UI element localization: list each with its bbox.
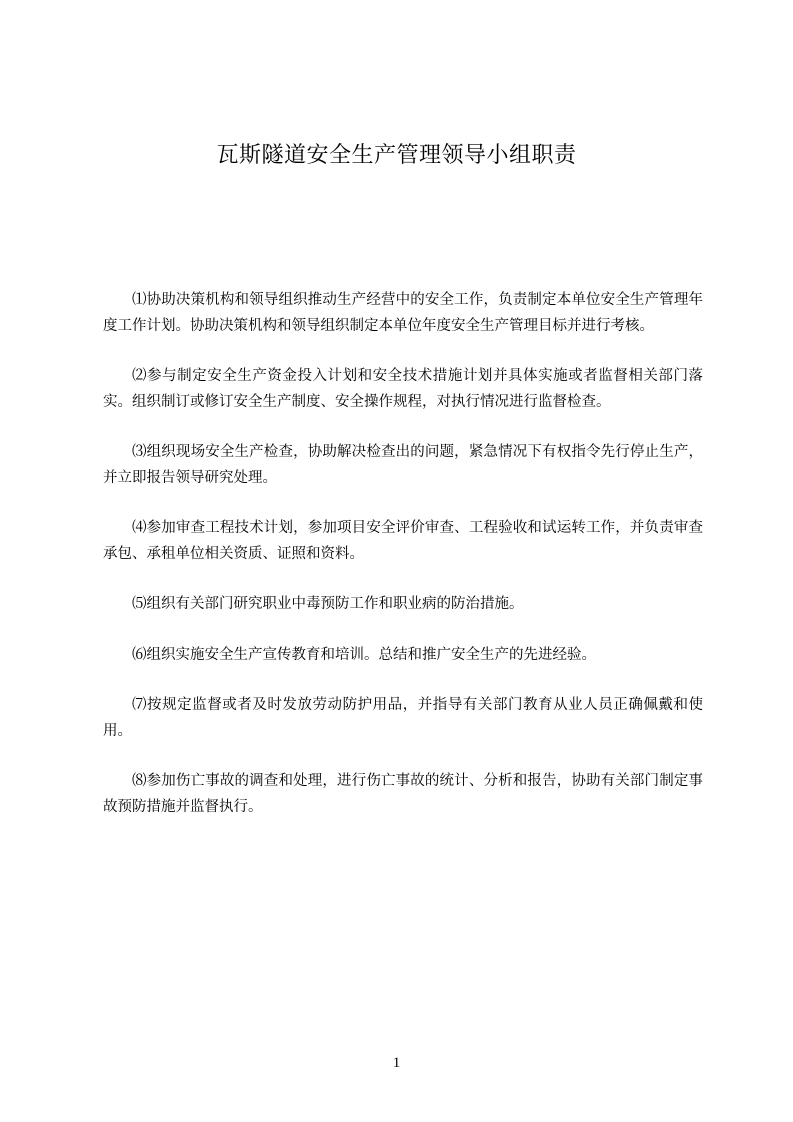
- duty-item-7: ⑺按规定监督或者及时发放劳动防护用品，并指导有关部门教育从业人员正确佩戴和使用。: [103, 697, 703, 739]
- duty-item-6: ⑹组织实施安全生产宣传教育和培训。总结和推广安全生产的先进经验。: [132, 646, 596, 663]
- duties-list: [103, 288, 703, 845]
- duty-item-1: ⑴协助决策机构和领导组织推动生产经营中的安全工作，负责制定本单位安全生产管理年度工作计划。协助决策机构和领导组织制定本单位年度安全生产管理目标并进行考核。: [103, 292, 703, 334]
- page-number: 1: [392, 1055, 401, 1071]
- duty-item-2: ⑵参与制定安全生产资金投入计划和安全技术措施计划并具体实施或者监督相关部门落实。组织制订或修订安全生产制度、安全操作规程，对执行情况进行监督检查。: [103, 368, 703, 410]
- duty-item-5: ⑸组织有关部门研究职业中毒预防工作和职业病的防治措施。: [132, 596, 524, 612]
- duty-item-4: ⑷参加审查工程技术计划，参加项目安全评价审查、工程验收和试运转工作，并负责审查承包、承租单位相关资质、证照和资料。: [103, 520, 703, 562]
- duty-item-3: ⑶组织现场安全生产检查，协助解决检查出的问题，紧急情况下有权指令先行停止生产，并立即报告领导研究处理。: [103, 444, 703, 486]
- duty-item-8: ⑻参加伤亡事故的调查和处理，进行伤亡事故的统计、分析和报告，协助有关部门制定事故预防措施并监督执行。: [103, 773, 703, 815]
- document-title: 瓦斯隧道安全生产管理领导小组职责: [216, 143, 577, 168]
